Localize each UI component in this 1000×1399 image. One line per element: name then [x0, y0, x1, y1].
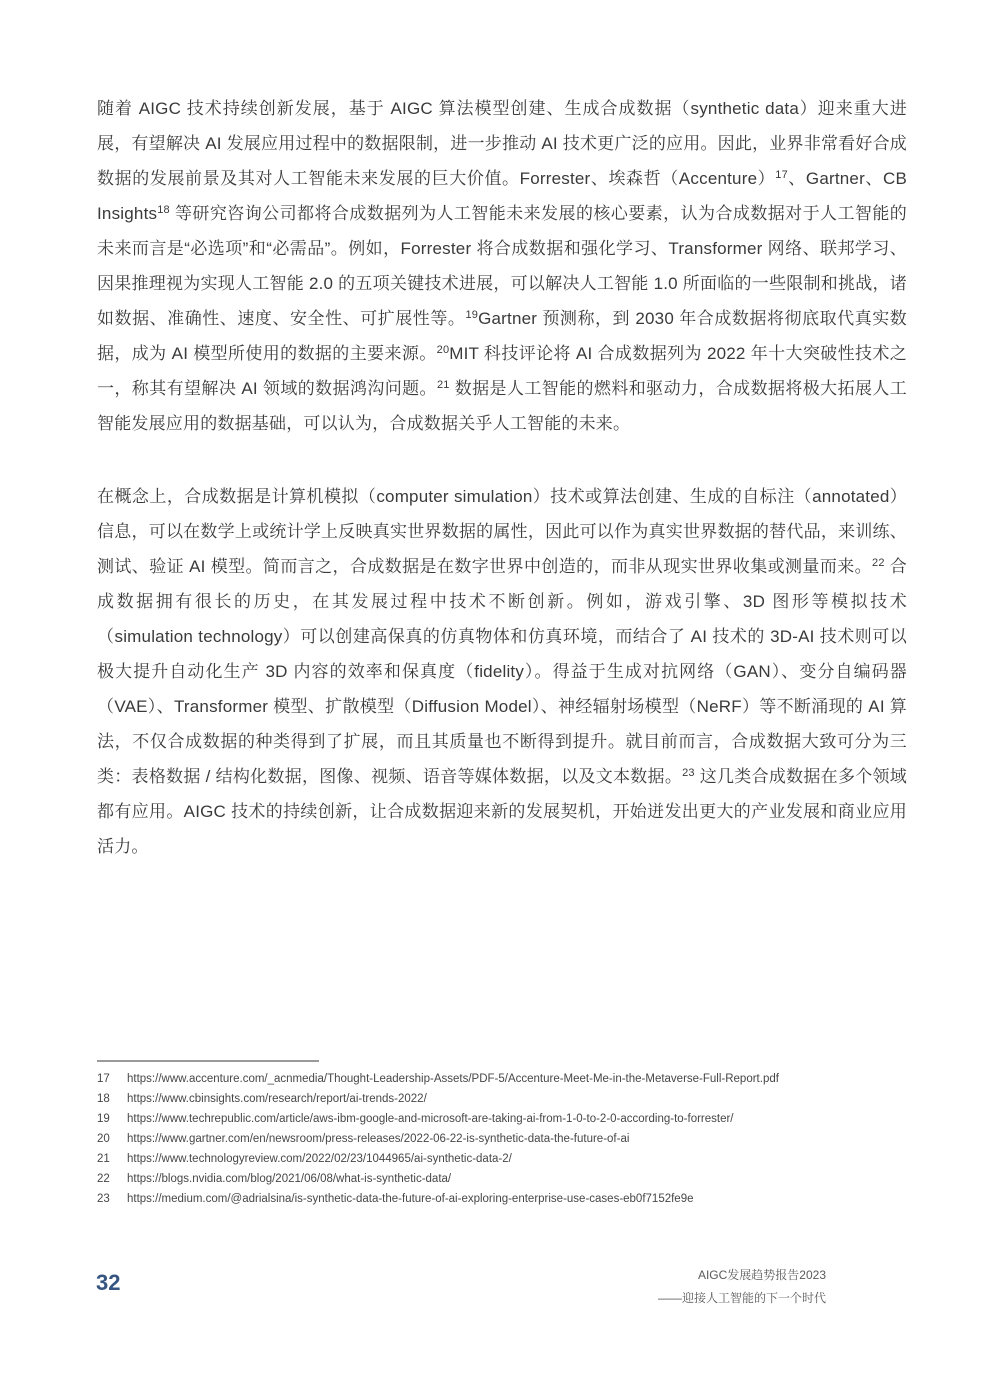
body-text-segment: 这几类合成数据在多个领域都有应用。AIGC 技术的持续创新，让合成数据迎来新的发展契机，开始迸发出更大的产业发展和商业应用活力。	[97, 767, 907, 856]
footnote-item	[97, 1109, 907, 1129]
footnote-url[interactable]: https://www.techrepublic.com/article/aws-ibm-google-and-microsoft-are-taking-ai-from-1-0-to-2-0-according-to-forrester/	[127, 1113, 734, 1125]
body-text-segment: 数据是人工智能的燃料和驱动力，合成数据将极大拓展人工智能发展应用的数据基础，可以认为，合成数据关乎人工智能的未来。	[97, 379, 907, 433]
footnote-number: 19	[97, 1113, 110, 1125]
footnote-item	[97, 1069, 907, 1089]
body-text-segment: 合成数据拥有很长的历史，在其发展过程中技术不断创新。例如，游戏引擎、3D 图形等模拟技术（simulation technology）可以创建高保真的仿真物体和仿真环境，而结合了 AI 技术的 3D-AI 技术则可以极大提升自动化生产 3D 内容的效率和保真度（fidelity）。得益于生成对抗网络（GAN）、变分自编码器（VAE）、Transformer 模型、扩散模型（Diffusion Model）、神经辐射场模型（NeRF）等不断涌现的 AI 算法，不仅合成数据的种类得到了扩展，而且其质量也不断得到提升。就目前而言，合成数据大致可分为三类：表格数据 / 结构化数据，图像、视频、语音等媒体数据，以及文本数据。	[97, 557, 907, 786]
footnote-reference: 17	[775, 169, 788, 181]
report-footer	[658, 1264, 826, 1310]
footnote-reference: 21	[436, 379, 450, 391]
footnote-number: 17	[97, 1073, 110, 1085]
footnote-item	[97, 1169, 907, 1189]
footnote-reference: 22	[872, 557, 885, 569]
body-text-segment: 、Gartner、CB Insights	[97, 169, 907, 223]
page-number: 32	[96, 1270, 121, 1295]
footnote-reference: 23	[682, 767, 695, 779]
footnote-item	[97, 1129, 907, 1149]
body-text-segment: Gartner 预测称，到 2030 年合成数据将彻底取代真实数据，成为 AI 模型所使用的数据的主要来源。	[97, 309, 907, 363]
footnote-reference: 18	[157, 204, 170, 216]
footnote-url[interactable]: https://www.technologyreview.com/2022/02/23/1044965/ai-synthetic-data-2/	[127, 1153, 512, 1165]
footnote-number: 18	[97, 1093, 110, 1105]
footnote-url[interactable]: https://www.accenture.com/_acnmedia/Thought-Leadership-Assets/PDF-5/Accenture-Meet-Me-in-the-Metaverse-Full-Report.pdf	[127, 1073, 779, 1085]
footnote-list	[97, 1069, 907, 1209]
footnote-number: 23	[97, 1193, 110, 1205]
footnote-url[interactable]: https://www.cbinsights.com/research/report/ai-trends-2022/	[127, 1093, 427, 1105]
footnote-number: 22	[97, 1173, 110, 1185]
footnotes-section	[97, 1060, 907, 1209]
footnote-url[interactable]: https://www.gartner.com/en/newsroom/press-releases/2022-06-22-is-synthetic-data-the-future-of-ai	[127, 1133, 630, 1145]
body-text-segment: 在概念上，合成数据是计算机模拟（computer simulation）技术或算法创建、生成的自标注（annotated）信息，可以在数学上或统计学上反映真实世界数据的属性，因此可以作为真实世界数据的替代品，来训练、测试、验证 AI 模型。简而言之，合成数据是在数字世界中创造的，而非从现实世界收集或测量而来。	[97, 487, 907, 576]
body-text-segment: 等研究咨询公司都将合成数据列为人工智能未来发展的核心要素，认为合成数据对于人工智能的未来而言是“必选项”和“必需品”。例如，Forrester 将合成数据和强化学习、Transformer 网络、联邦学习、因果推理视为实现人工智能 2.0 的五项关键技术进展，可以解决人工智能 1.0 所面临的一些限制和挑战，诸如数据、准确性、速度、安全性、可扩展性等。	[97, 204, 907, 328]
body-text-segment: MIT 科技评论将 AI 合成数据列为 2022 年十大突破性技术之一，称其有望解决 AI 领域的数据鸿沟问题。	[97, 344, 907, 398]
footnote-reference: 20	[436, 344, 450, 356]
footnote-item	[97, 1149, 907, 1169]
footnote-number: 20	[97, 1133, 110, 1145]
body-content	[97, 91, 907, 864]
footnote-url[interactable]: https://medium.com/@adrialsina/is-synthetic-data-the-future-of-ai-exploring-enterprise-use-cases-eb0f7152fe9e	[127, 1193, 694, 1205]
footnote-number: 21	[97, 1153, 110, 1165]
paragraph-synthetic-data-momentum	[97, 91, 907, 441]
paragraph-synthetic-data-concept	[97, 479, 907, 864]
footnote-item	[97, 1189, 907, 1209]
body-text-segment: 随着 AIGC 技术持续创新发展，基于 AIGC 算法模型创建、生成合成数据（synthetic data）迎来重大进展，有望解决 AI 发展应用过程中的数据限制，进一步推动 AI 技术更广泛的应用。因此，业界非常看好合成数据的发展前景及其对人工智能未来发展的巨大价值。Forrester、埃森哲（Accenture）	[97, 99, 907, 188]
footnote-url[interactable]: https://blogs.nvidia.com/blog/2021/06/08/what-is-synthetic-data/	[127, 1173, 452, 1185]
footer-report-title: AIGC发展趋势报告2023	[697, 1268, 826, 1282]
footer-report-subtitle: ——迎接人工智能的下一个时代	[657, 1291, 826, 1305]
footnote-item	[97, 1089, 907, 1109]
footnote-divider	[97, 1060, 319, 1062]
footnote-reference: 19	[465, 309, 479, 321]
